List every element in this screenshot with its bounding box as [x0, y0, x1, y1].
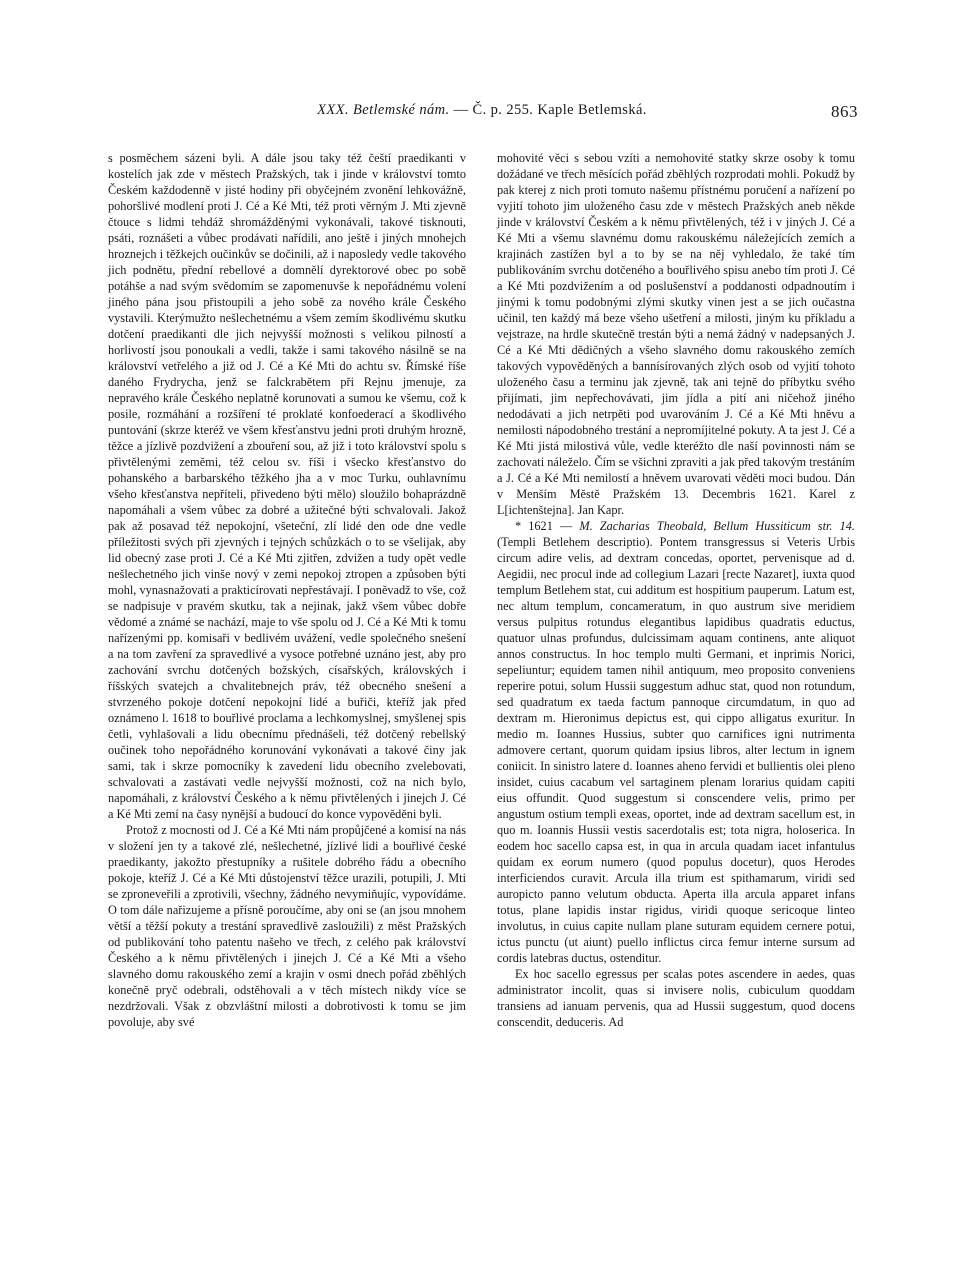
- left-paragraph-1: s posměchem sázeni byli. A dále jsou taky též čeští praedikanti v kostelích jak zde v městech Pražských, tak i jinde v království tomto Českém každodenně v jisté hodiny při obyčejném zvonění lehkovážně, pohoršlivé modlení proti J. Cé a Ké Mti, též proti věrným J. Mti zjevně čtouce s lidmi tehdáž shromážděnými vykonávali, takové tisknouti, psáti, roznášeti a vůbec prodávati nařídili, ano ještě i jiných mnohejch hroznejch i těžkejch oučinkův se dočinili, až i naposledy vedle takového jich podnětu, přední rebellové a domnělí dyrektorové obec po sobě potáhše a nad svým svědomím se zapomenuvše k nepořádnému volení jiného pána jsou přistoupili a jeho sobě za nového krále Českého vystavili. Kterýmužto nešlechetnému a všem zemím škodlivému skutku dotčení praedikanti dle jich nejvyšší možnosti s velikou pilností a horlivostí jsou ponoukali a vedli, takže i sami takového násilně se na království vetřelého a již od J. Cé a Ké Mti do achtu sv. Římské říše daného Frydrycha, jenž se falckrabětem při Rejnu jmenuje, za nepravého krále Českého neplatně korunovati a sumou ke všemu, což k posile, rozmáhání a rozšíření té proklaté konfoederací a škodlivého puntování (skrze kteréž ve všem křesťanstvu jedni proti druhým hrozně, těžce a jízlivě pozdvižení a zbouření sou, až již i toto království spolu s přivtělenými zeměmi, též celou sv. říši i všecko křesťanstvo do pohanského a barbarského těžkého jha a v moc Turku, ouhlavnímu všeho křesťanstva nepříteli, přivedeno býti mělo) sloužilo bohaprázdně napomáhali a všem vůbec za dobré a užitečné býti schvalovali. Jakož pak až posavad též nepokojní, všeteční, zlí lidé den ode dne vedle příležitosti svých při zjevných i tejných schůzkách o to se všelijak, aby lid obecný zase proti J. Cé a Ké Mti zjitřen, zdvižen a tudy opět vedle nešlechetného jich vinše nový v zemi nepokoj ztropen a způsoben býti mohl, vynasnažovati a prakticírovati nepřestávají. I poněvadž to vše, což se nadpisuje v pravém skutku, tak a nejinak, jakž všem vůbec dobře vědomé a známé se nachází, maje to vše spolu od J. Cé a Ké Mti k tomu nařízenými pp. komisaři v bedlivém uvážení, vedle společného snešení a na tom zavření za spravedlivé a vysoce potřebné uznáno jest, aby pro zachování svrchu dotčených božských, císařských, královských i říšských svatejch a chvalitebnejch práv, též obecného snešení a stvrzeného pokoje dotčení nepokojní lidé a buřiči, kteříž jak před oznámeno l. 1618 to bouřlivé proclama a lechkomyslnej, smyšlenej spis četli, vyhlašovali a lidu obecnímu přednášeli, též dotčený rebellský oučinek toho nepořádného korunování vykonávati a takové činy jak sami, tak i skrze pomocníky k zavedení lidu obecního zvelebovati, schvalovati a zastávati vedle nejvyšší možnosti, což na nich bylo, napomáhali, z království Českého a k němu přivtělených i jinejch J. Cé a Ké Mti zemí na časy nynější a budoucí do konce vypověděni byli.: [108, 151, 466, 821]
- source-entry-title: M. Zacharias Theobald, Bellum Hussiticum str. 14.: [579, 519, 855, 533]
- running-head: [106, 102, 858, 119]
- left-column: [108, 150, 466, 1030]
- right-column: [497, 150, 855, 1030]
- source-entry-text: (Templi Betlehem descriptio). Pontem transgressus si Veteris Urbis circum adire velis, ad dextram concedas, oportet, pervenisque ad d. Aegidii, nec procul inde ad collegium Lazari [recte Nazaret], iuxta quod templum Betlehem stat, cui additum est hospitium pauperum. Latum est, nec altum templum, concameratum, in quo austrum sive meridiem versus pulpitus rotundus elegantibus lapidibus quadratis eductus, quatuor ulnas profundus, dulcissimam aquam continens, ante aliquot annos constructus. In hoc templo multi Germani, et inprimis Norici, sepeliuntur; equidem tamen nihil antiquum, meo proposito conveniens reperire potui, solum Hussii suggestum adhuc stat, quod non rotundum, sed quadratum ex taeda factum pannoque circumdatum, in quo ad dextram m. Hieronimus depictus est, qui cippo alligatus exuritur. In medio m. Ioannes Hussius, subter quo carnifices igni nutrimenta admovere certant, quorum quidam ipsius libros, alter lectum in ignem coniicit. In sinistro latere d. Ioannes aheno fervidi et bullientis olei pleno insidet, cuius cacabum vel sartaginem plenam lorarius quidam capiti eius offundit. Quod suggestum si conscendere velis, primo per angustum ostium templi exeas, oportet, inde ad dextram sacellum est, in quo m. Ioannis Hussii vestis sacerdotalis est; tota nigra, holoserica. In eodem hoc sacello capsa est, in qua in arcula quadam iacet infantulus quidam ex eorum numero (quod populus docetur), quos Herodes interficiendos curavit. Arcula illa trium est spithamarum, viridi sed auropicto panno velutum obducta. Aperta illa arcula apparet infans totus, plane lapidis instar rigidus, viridi quoque sericoque linteo involutus, in cuius capite nullam plane suturam equidem cernere potui, ictus punctu (ut aiunt) puello inflictus circa femur interne sursum ad cordis latebras ductus, ostenditur.: [497, 535, 855, 965]
- running-head-section: Č. p. 255. Kaple Betlemská.: [472, 102, 647, 118]
- page-number: 863: [831, 102, 858, 121]
- right-paragraph-3: Ex hoc sacello egressus per scalas potes ascendere in aedes, quas administrator incolit, quas si invisere nolis, cubiculum quoddam transiens ad ianuam pervenis, qua ad Hussii suggestum, quod docens conscendit, deduceris. Ad: [497, 967, 855, 1029]
- running-head-series: XXX. Betlemské nám.: [317, 102, 450, 118]
- right-paragraph-1: mohovité věci s sebou vzíti a nemohovité statky skrze osoby k tomu dožádané ve třech měsících pořád zběhlých rozprodati mohli. Pokudž by pak kterej z nich proti tomuto našemu přístnému poručení a nařízení po vyjití tohoto jim uloženého času zde v městech Pražských aneb někde jinde v království Českém a k němu přivtělených, též i v jiných J. Cé a Ké Mti a všemu slavnému domu rakouskému náležejících zemích a krajinách zastížen byl a to by se na něj vyhledalo, že také tím publikováním svrchu dotčeného a bouřlivého spisu anebo tím proti J. Cé a Ké Mti pozdvižením a od poslušenství a poddanosti odpadnoutím i jinými k tomu podobnými zlými skutky vinen jest a se jich oučastna učinil, ten každý má beze všeho ušetření a milosti, jiným ku příkladu a vejstraze, na hrdle skutečně trestán býti a nemá žádný v nadepsaných J. Cé a Ké Mti dědičných a všeho slavného domu rakouského zemích takových vypověděných a bannísírovaných zlých osob od vyjití tohoto uloženého času a terminu jak zjevně, tak ani tejně do příbytku svého přijímati, jim nepřechovávati, jim jídla a pití ani ničehož jiného nedodávati a jich netrpěti pod uvarováním J. Cé a Ké Mti hněvu a nemilosti nápodobného trestání a nepromíjitelné pokuty. A ta jest J. Cé a Ké Mti jistá milostivá vůle, vedle kteréžto dle naší povinnosti nám se zachovati náleželo. Čím se všichni zpraviti a jak před takovým trestáním a J. Cé a Ké Mti nemilostí a hněvem uvarovati věděti moci budou. Dán v Menším Městě Pražském 13. Decembris 1621. Karel z L[ichtenštejna]. Jan Kapr.: [497, 151, 855, 517]
- source-entry: [497, 518, 855, 966]
- page-header: [106, 102, 858, 128]
- running-head-dash: —: [449, 102, 473, 118]
- source-entry-lead: * 1621 —: [515, 519, 580, 533]
- left-paragraph-2: Protož z mocnosti od J. Cé a Ké Mti nám propůjčené a komisí na nás v složení jen ty a takové zlé, nešlechetné, jízlivé lidi a bouřlivé české praedikanty, jakožto přestupníky a rušitele dobrého řádu a obecního pokoje, kteříž J. Cé a Ké Mti důstojenství těžce urazili, potupili, J. Mti se zproneveřili a zprotivili, všechny, žádného nevymiňujíc, vypovídáme. O tom dále nařizujeme a přísně poroučíme, aby oni se (an jsou mnohem větší a těžší pokuty a trestání spravedlivě zasloužili) z měst Pražských od publikování toho patentu našeho ve třech, z celého pak království Českého a k němu přivtělených i jinejch J. Cé a Ké Mti a všeho slavného domu rakouského zemí a krajin v osmi dnech pořád zběhlých konečně pryč odebrali, odstěhovali a v těch místech nikdy více se nezdržovali. Však z obzvláštní milosti a dobrotivosti k tomu se jim povoluje, aby své: [108, 823, 466, 1029]
